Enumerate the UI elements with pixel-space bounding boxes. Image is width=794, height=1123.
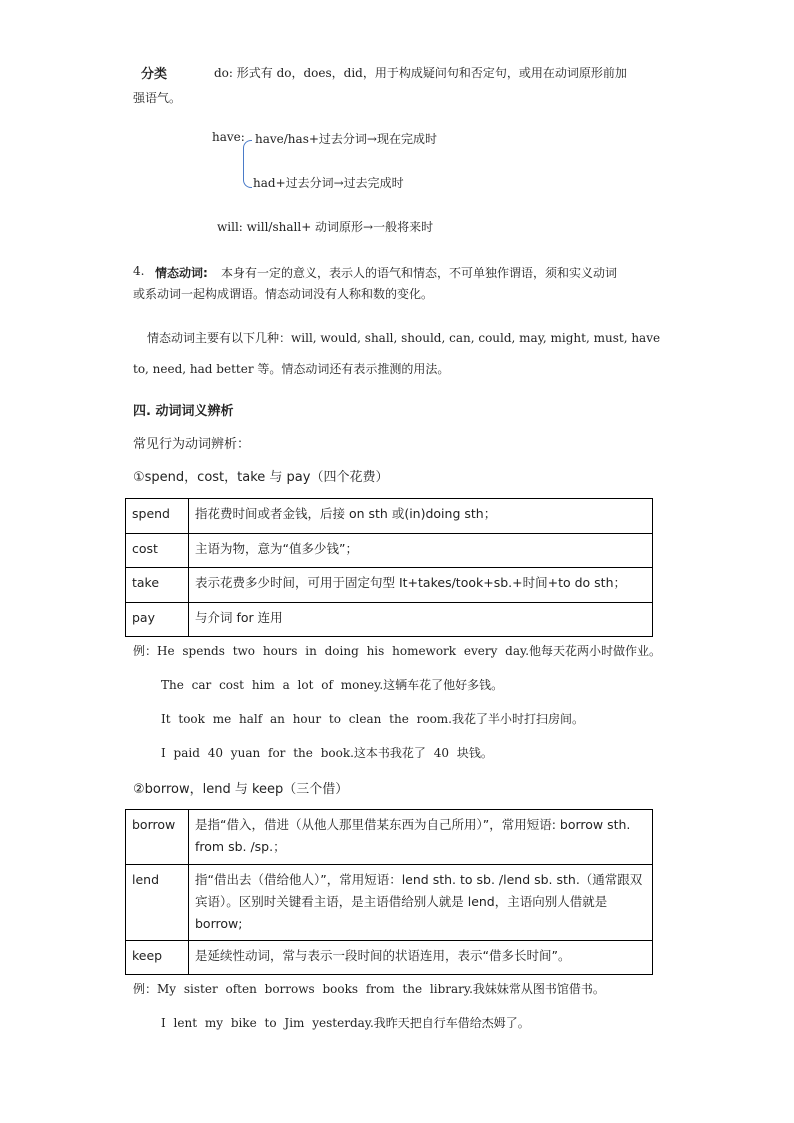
group1-table — [125, 498, 653, 637]
table-row — [126, 568, 653, 603]
table-row — [126, 603, 653, 637]
example-sentence: It took me half an hour to clean the room.我花了半小时打扫房间。 — [161, 712, 585, 726]
section-heading: 四. 动词词义辨析 — [133, 404, 234, 419]
classify-have-label: have: — [212, 130, 245, 144]
modal-title: 情态动词: — [155, 266, 208, 280]
example-sentence: I paid 40 yuan for the book.这本书我花了 40 块钱。 — [161, 746, 493, 760]
table-cell-meaning: 主语为物，意为“值多少钱”； — [189, 534, 653, 568]
table-cell-meaning: 是指“借入，借进（从他人那里借某东西为自己所用）”，常用短语: borrow sth. from sb. /sp.； — [189, 810, 653, 865]
modal-desc-line1: 本身有一定的意义，表示人的语气和情态，不可单独作谓语，须和实义动词 — [221, 266, 618, 280]
table-cell-word: lend — [126, 865, 189, 941]
classify-have-item2: had+过去分词→过去完成时 — [253, 176, 404, 190]
table-cell-word: spend — [126, 499, 189, 534]
group1-title: ①spend，cost，take 与 pay（四个花费） — [133, 470, 389, 485]
modal-list-line2: to, need, had better 等。情态动词还有表示推测的用法。 — [133, 362, 450, 376]
classify-have-item1: have/has+过去分词→现在完成时 — [255, 132, 437, 146]
table-row — [126, 810, 653, 865]
classify-label: 分类 — [141, 67, 168, 82]
modal-desc-line2: 或系动词一起构成谓语。情态动词没有人称和数的变化。 — [133, 287, 434, 301]
table-cell-word: pay — [126, 603, 189, 637]
brace-icon — [243, 140, 252, 188]
modal-number: 4. — [133, 264, 145, 278]
table-row — [126, 941, 653, 975]
example-sentence: 例：My sister often borrows books from the library.我妹妹常从图书馆借书。 — [133, 982, 605, 996]
table-cell-meaning: 表示花费多少时间，可用于固定句型 It+takes/took+sb.+时间+to do sth； — [189, 568, 653, 603]
table-row — [126, 499, 653, 534]
modal-list-line1: 情态动词主要有以下几种：will, would, shall, should, can, could, may, might, must, have — [147, 331, 661, 345]
table-cell-word: take — [126, 568, 189, 603]
section-intro: 常见行为动词辨析： — [133, 437, 251, 452]
table-cell-meaning: 是延续性动词，常与表示一段时间的状语连用，表示“借多长时间”。 — [189, 941, 653, 975]
table-cell-meaning: 与介词 for 连用 — [189, 603, 653, 637]
table-cell-word: borrow — [126, 810, 189, 865]
group2-table — [125, 809, 653, 975]
example-sentence: The car cost him a lot of money.这辆车花了他好多钱。 — [161, 678, 504, 692]
classify-do-line1: do: 形式有 do，does，did，用于构成疑问句和否定句，或用在动词原形前加 — [214, 66, 627, 80]
table-cell-word: cost — [126, 534, 189, 568]
classify-will-line: will: will/shall+ 动词原形→一般将来时 — [217, 220, 434, 234]
table-row — [126, 865, 653, 941]
example-sentence: 例：He spends two hours in doing his homework every day.他每天花两小时做作业。 — [133, 644, 662, 658]
table-cell-meaning: 指“借出去（借给他人）”，常用短语：lend sth. to sb. /lend sb. sth.（通常跟双宾语）。区别时关键看主语，是主语借给别人就是 lend，主语向别人借就是 borrow; — [189, 865, 653, 941]
example-sentence: I lent my bike to Jim yesterday.我昨天把自行车借给杰姆了。 — [161, 1016, 530, 1030]
classify-do-line2: 强语气。 — [133, 91, 182, 105]
table-cell-meaning: 指花费时间或者金钱，后接 on sth 或(in)doing sth； — [189, 499, 653, 534]
table-row — [126, 534, 653, 568]
group2-title: ②borrow，lend 与 keep（三个借） — [133, 782, 349, 797]
table-cell-word: keep — [126, 941, 189, 975]
